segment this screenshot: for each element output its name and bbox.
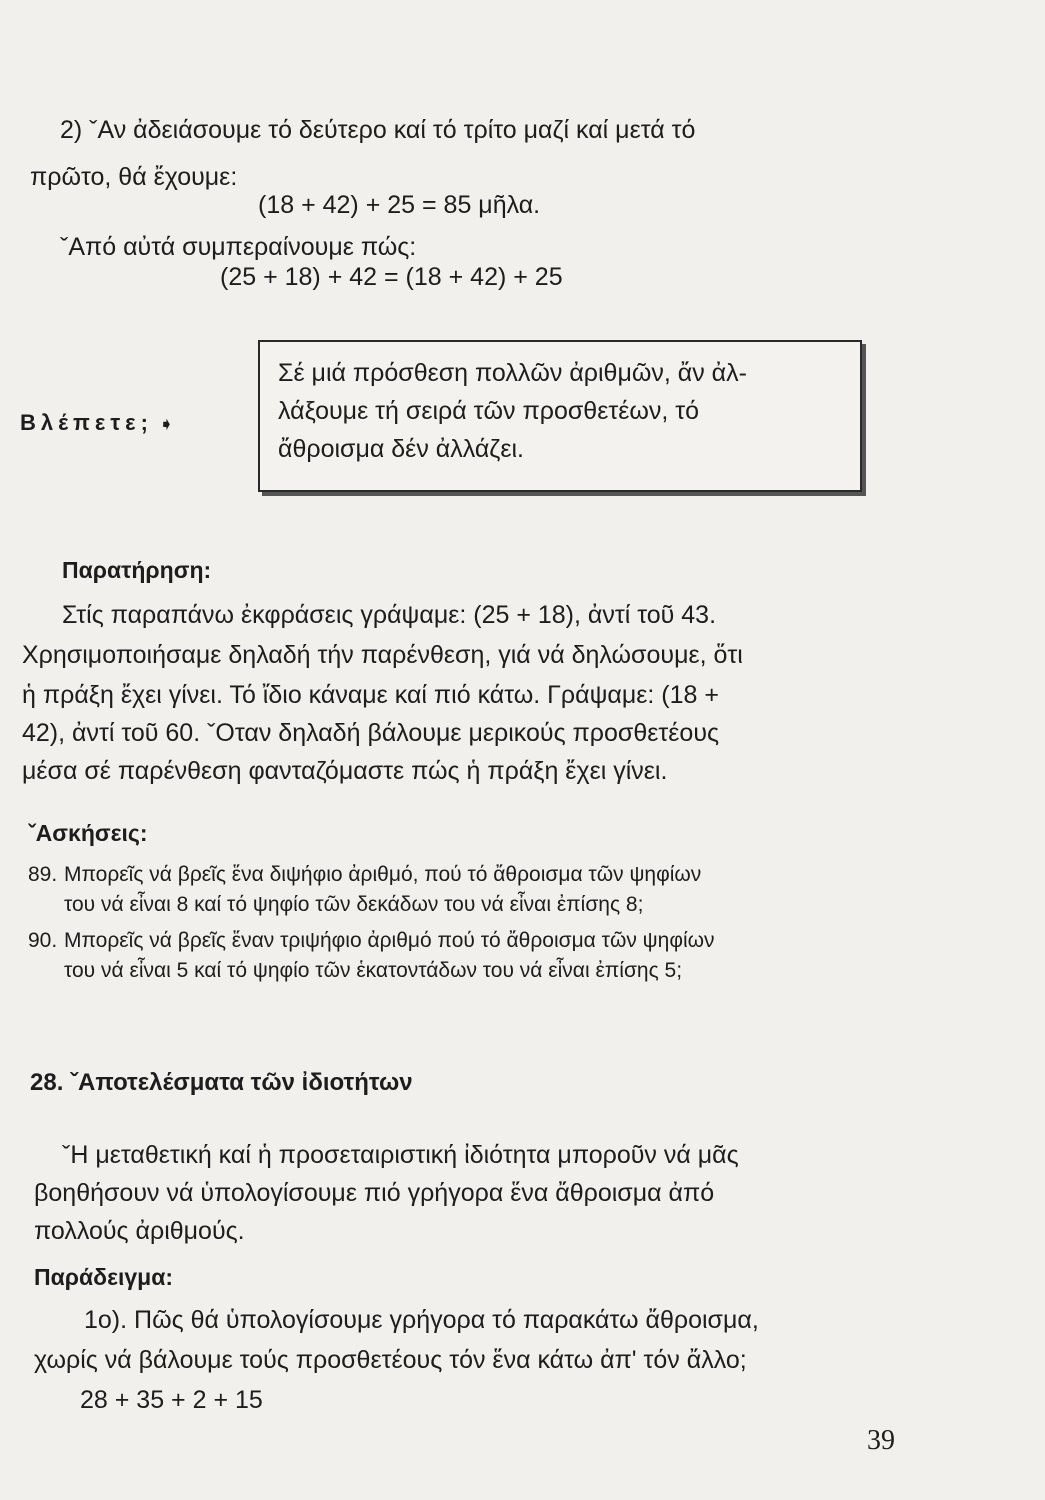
exercise-90-line1	[28, 926, 715, 956]
exercises-heading: ˇΑσκήσεις:	[28, 820, 148, 846]
exercise-text: Μπορεῖς νά βρεῖς ἕνα διψήφιο ἀριθμό, πού τό ἄθροισμα τῶν ψηφίων	[64, 863, 702, 886]
section28-line-3: πολλούς ἀριθμούς.	[34, 1217, 245, 1245]
rule-line-2: λάξουμε τή σειρά τῶν προσθετέων, τό	[278, 397, 700, 425]
exercise-89-line1	[28, 860, 701, 890]
exercise-text: Μπορεῖς νά βρεῖς ἕναν τριψήφιο ἀριθμό πού τό ἄθροισμα τῶν ψηφίων	[64, 929, 715, 952]
observation-line-1: Στίς παραπάνω ἐκφράσεις γράψαμε: (25 + 18), ἀντί τοῦ 43.	[62, 601, 717, 629]
rule-line-3: ἄθροισμα δέν ἀλλάζει.	[278, 435, 524, 463]
section2-line2: πρῶτο, θά ἔχουμε:	[30, 163, 238, 191]
callout-label	[20, 408, 179, 439]
section28-line-2: βοηθήσουν νά ὑπολογίσουμε πιό γρήγορα ἕνα ἄθροισμα ἀπό	[34, 1179, 715, 1207]
section28-line-1: ˇΗ μεταθετική καί ἡ προσεταιριστική ἰδιότητα μποροῦν νά μᾶς	[62, 1141, 739, 1169]
section2-equation1: (18 + 42) + 25 = 85 μῆλα.	[258, 191, 541, 219]
rule-box	[258, 340, 862, 492]
exercise-90-line2: του νά εἶναι 5 καί τό ψηφίο τῶν ἑκατοντάδων του νά εἶναι ἐπίσης 5;	[64, 959, 683, 982]
section2-line3: ˇΑπό αὐτά συμπεραίνουμε πώς:	[60, 233, 417, 261]
exercise-number: 89.	[28, 863, 58, 886]
section2-line1: 2) ˇΑν ἀδειάσουμε τό δεύτερο καί τό τρίτο μαζί καί μετά τό	[60, 116, 696, 144]
example-line-2: χωρίς νά βάλουμε τούς προσθετέους τόν ἕνα κάτω ἀπ' τόν ἄλλο;	[34, 1346, 747, 1374]
exercise-89-line2: του νά εἶναι 8 καί τό ψηφίο τῶν δεκάδων του νά εἶναι ἐπίσης 8;	[64, 893, 644, 916]
example-expression: 28 + 35 + 2 + 15	[80, 1386, 263, 1414]
section2-equation2: (25 + 18) + 42 = (18 + 42) + 25	[220, 263, 563, 291]
observation-line-2: Χρησιμοποιήσαμε δηλαδή τήν παρένθεση, γιά νά δηλώσουμε, ὅτι	[22, 641, 743, 669]
exercise-number: 90.	[28, 929, 58, 952]
observation-heading: Παρατήρηση:	[62, 557, 212, 583]
arrow-icon: ➧	[158, 414, 180, 434]
observation-line-3: ἡ πράξη ἔχει γίνει. Τό ἴδιο κάναμε καί πιό κάτω. Γράψαμε: (18 +	[22, 681, 719, 709]
rule-line-1: Σέ μιά πρόσθεση πολλῶν ἀριθμῶν, ἄν ἀλ-	[278, 359, 747, 387]
section28-heading: 28. ˇΑποτελέσματα τῶν ἰδιοτήτων	[30, 1069, 413, 1096]
page-number: 39	[867, 1425, 895, 1456]
example-heading: Παράδειγμα:	[34, 1264, 174, 1290]
observation-line-4: 42), ἀντί τοῦ 60. ˇΟταν δηλαδή βάλουμε μερικούς προσθετέους	[22, 719, 720, 747]
callout-label-text: Βλέπετε;	[20, 410, 153, 435]
observation-line-5: μέσα σέ παρένθεση φανταζόμαστε πώς ἡ πράξη ἔχει γίνει.	[22, 757, 668, 785]
example-line-1: 1ο). Πῶς θά ὑπολογίσουμε γρήγορα τό παρακάτω ἄθροισμα,	[84, 1306, 759, 1334]
